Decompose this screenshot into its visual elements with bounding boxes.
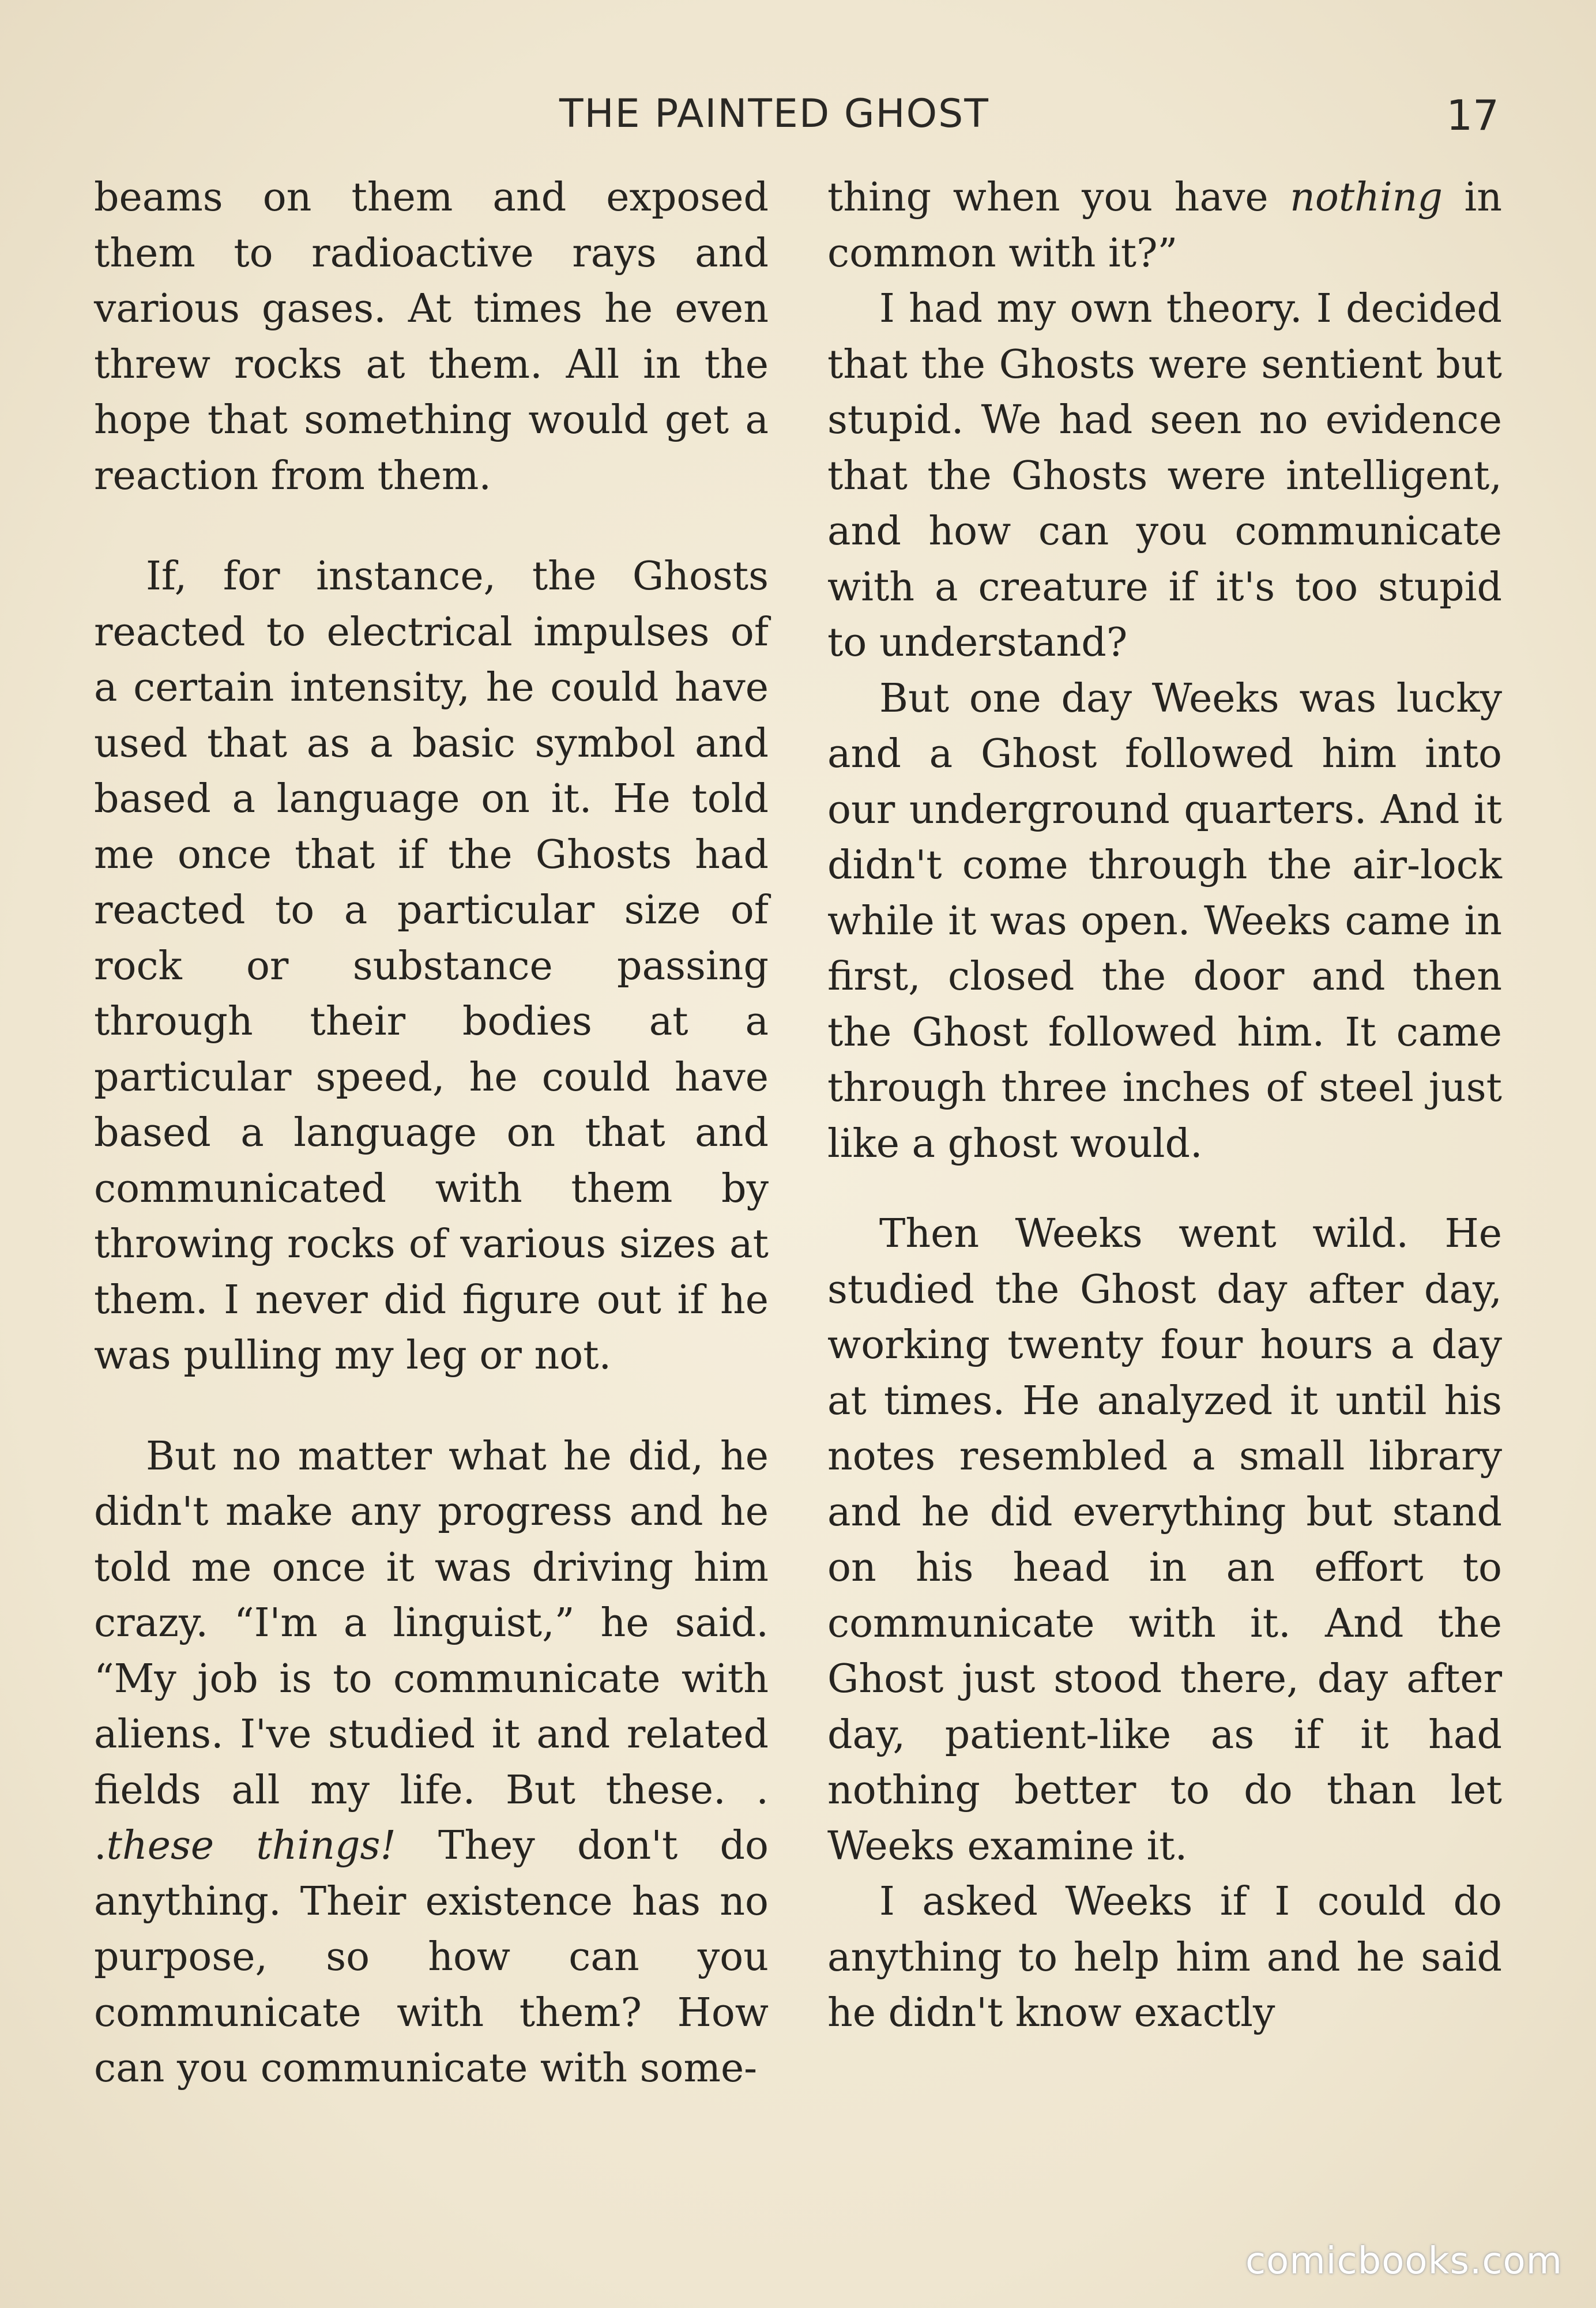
running-title: THE PAINTED GHOST <box>559 91 989 137</box>
paragraph: If, for instance, the Ghosts reacted to electrical impulses of a certain intensity, he could have used that as a basic symbol and based a language on it. He told me once that if the Ghosts had reacted to a particular size of rock or substance passing through their bodies at a particular speed, he could have based a language on that and communicated with them by throwing rocks of various sizes at them. I never did figure out if he was pulling my leg or not. <box>94 554 769 1378</box>
right-column <box>827 170 1502 2042</box>
paragraph <box>827 170 1502 281</box>
paragraph <box>94 1429 769 2097</box>
emphasized-text: nothing <box>1290 175 1443 220</box>
paragraph: beams on them and exposed them to radioactive rays and various gases. At times he even threw rocks at them. All in the hope that something would get a reaction from them. <box>94 175 769 499</box>
paragraph: I asked Weeks if I could do anything to help him and he said he didn't know exactly <box>827 1879 1502 2036</box>
page-number: 17 <box>1446 91 1499 140</box>
paragraph: Then Weeks went wild. He studied the Ghost day after day, working twenty four hours a day at times. He analyzed it until his notes resembled a small library and he did everything but stand on his head in an effort to communicate with it. And the Ghost just stood there, day after day, patient-like as if it had nothing better to do than let Weeks examine it. <box>827 1211 1502 1869</box>
left-column <box>94 170 769 2097</box>
paragraph-text: They don't do anything. Their existence has no purpose, so how can you communicate with them? How can you communicate with some- <box>94 1823 769 2091</box>
page-header <box>92 85 1499 149</box>
paragraph-text: thing when you have <box>827 175 1290 220</box>
paragraph-text: But no matter what he did, he didn't make any progress and he told me once it was driving him crazy. “I'm a linguist,” he said. “My job is to communicate with aliens. I've studied it and related fields all my life. But these. . . <box>94 1433 769 1869</box>
watermark: comicbooks.com <box>1245 2240 1563 2283</box>
paragraph: But one day Weeks was lucky and a Ghost followed him into our underground quarters. And it didn't come through the air-lock while it was open. Weeks came in first, closed the door and then the Ghost followed him. It came through three inches of steel just like a ghost would. <box>827 675 1502 1167</box>
emphasized-text: these things! <box>106 1823 396 1869</box>
paragraph: I had my own theory. I decided that the Ghosts were sentient but stupid. We had seen no evidence that the Ghosts were intelligent, and how can you communicate with a creature if it's too stupid to understand? <box>827 286 1502 666</box>
paragraph-text: in common with it?” <box>827 175 1502 276</box>
